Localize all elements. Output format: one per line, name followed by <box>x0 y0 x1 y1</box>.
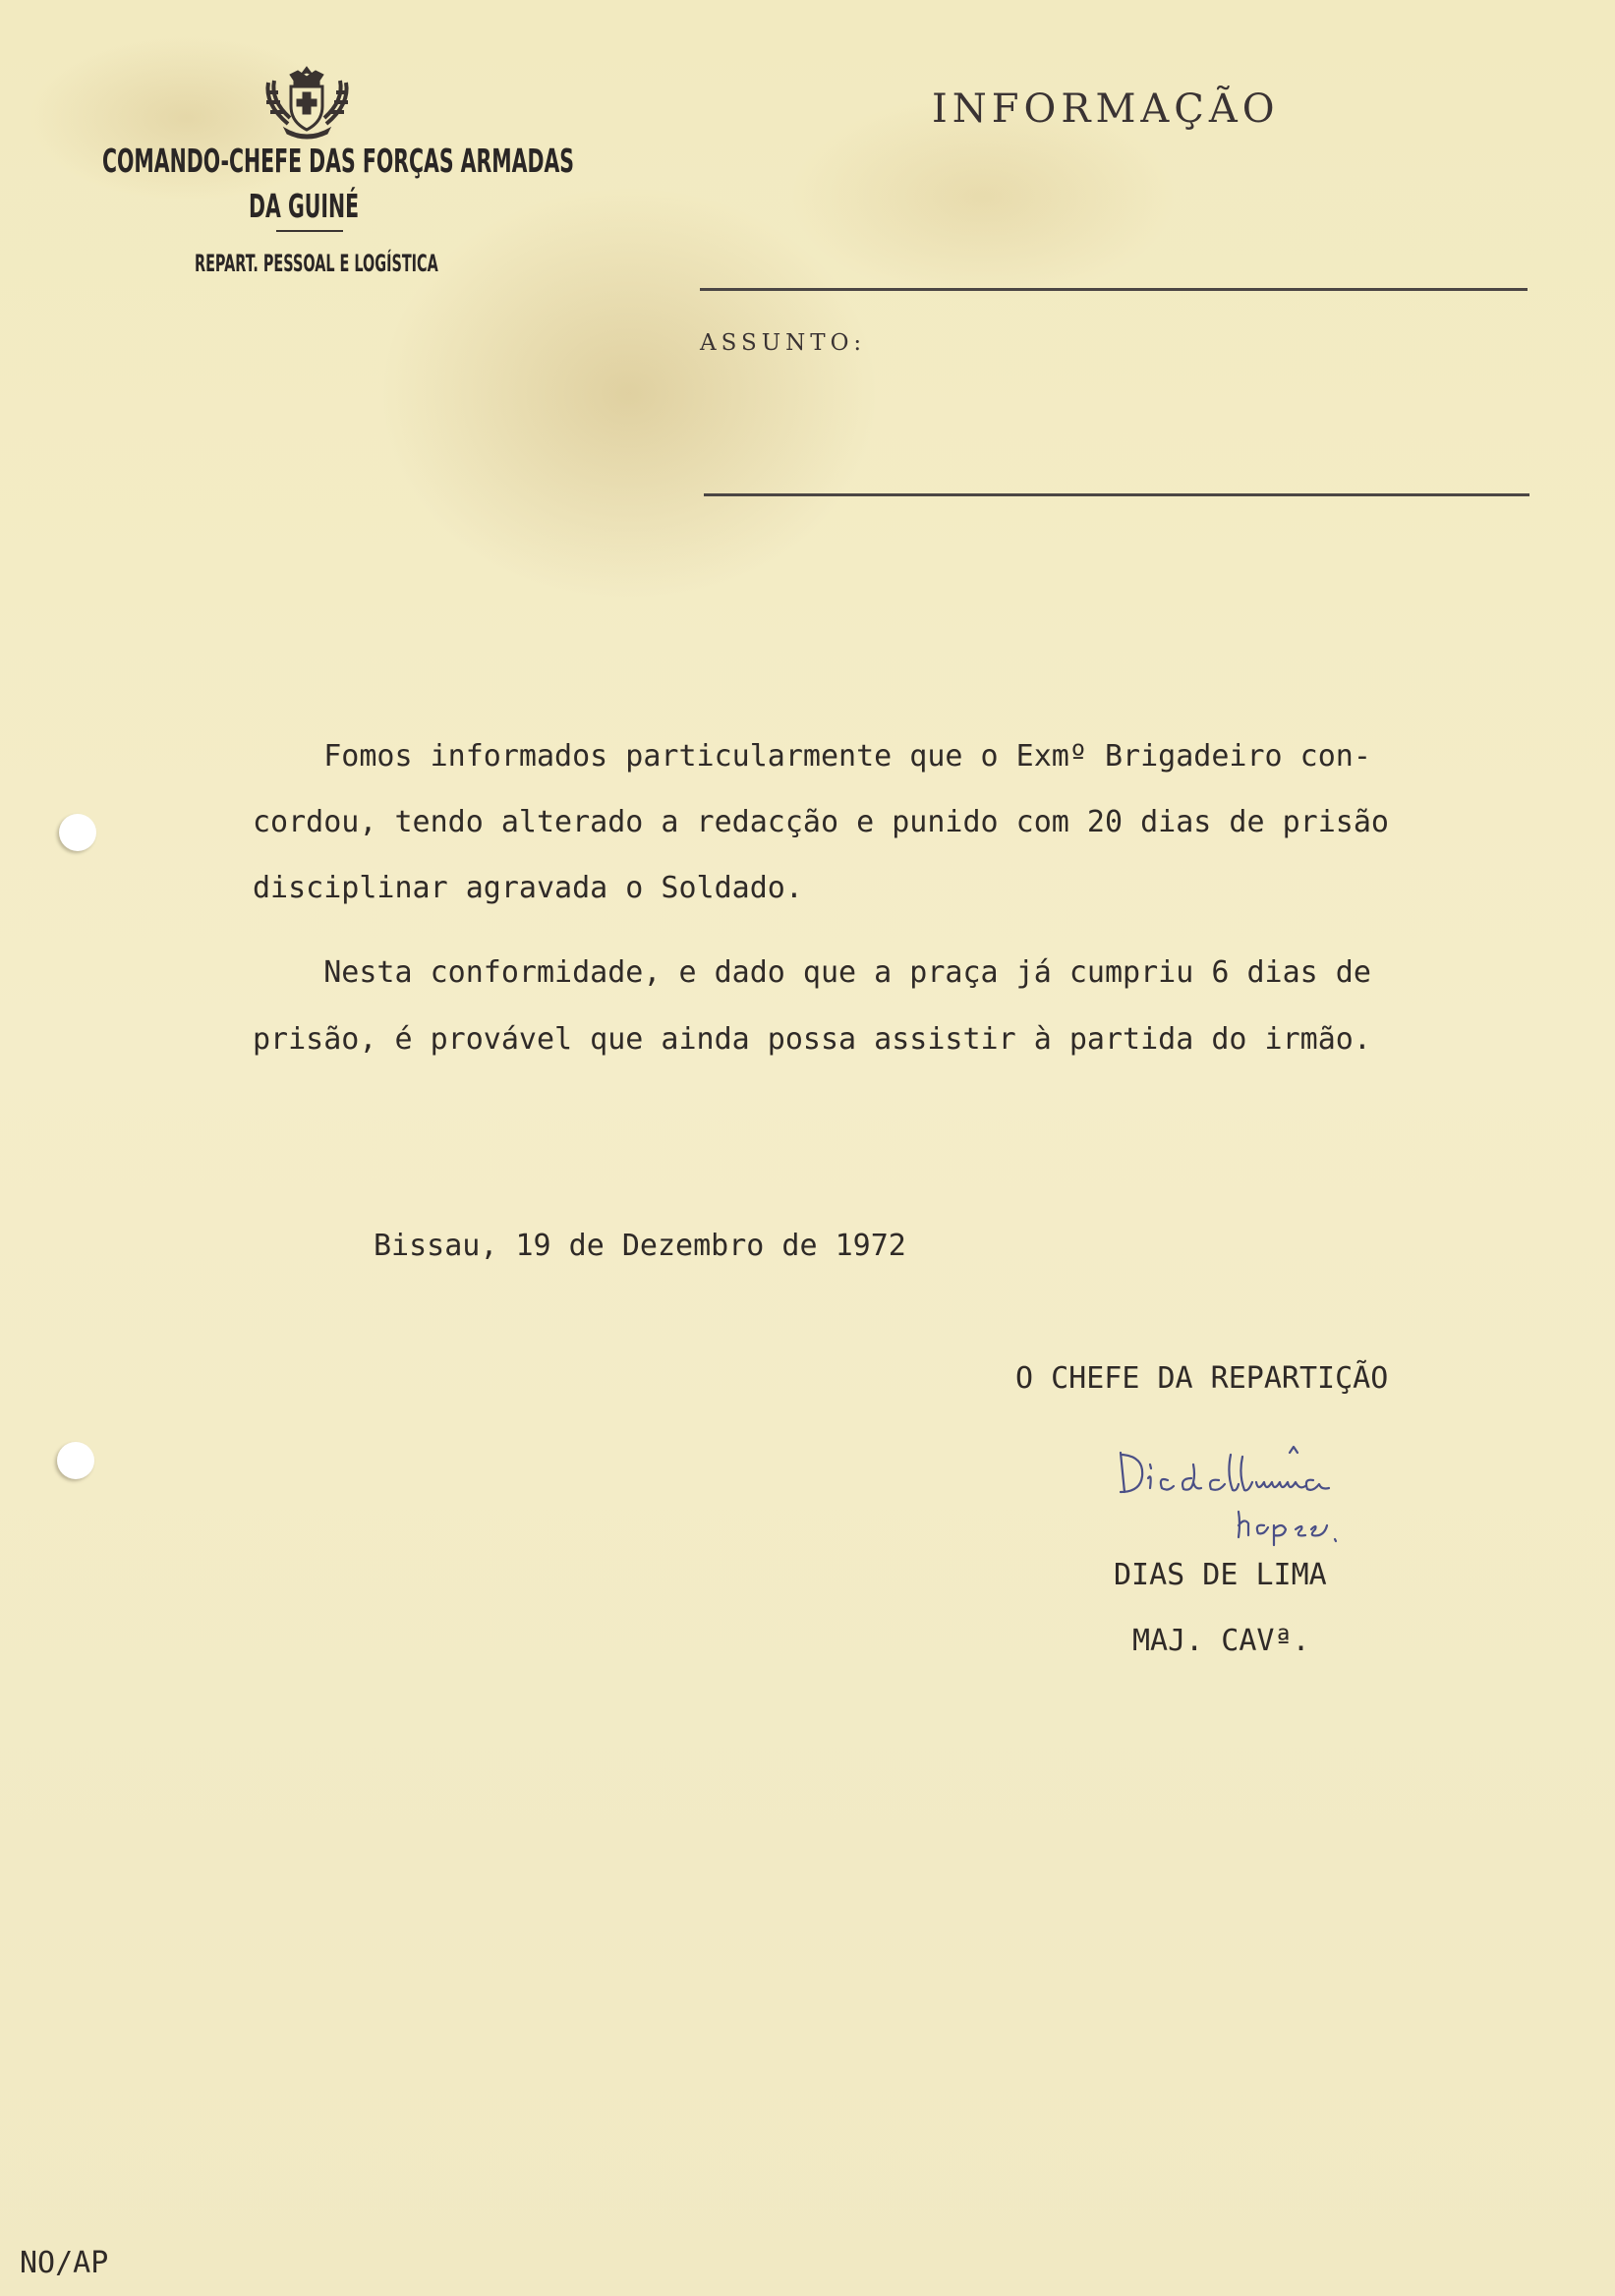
subject-label: ASSUNTO: <box>700 330 867 356</box>
punch-hole-bottom <box>57 1442 94 1479</box>
signatory-role: O CHEFE DA REPARTIÇÃO <box>1015 1361 1389 1396</box>
letterhead-territory: DA GUINÉ <box>249 187 360 225</box>
signatory-name: DIAS DE LIMA <box>1114 1558 1327 1592</box>
dateline: Bissau, 19 de Dezembro de 1972 <box>374 1229 906 1263</box>
body-line: Nesta conformidade, e dado que a praça já cumpriu 6 dias de <box>253 955 1371 990</box>
letterhead-divider <box>276 230 343 232</box>
document-body <box>253 739 1530 1057</box>
body-line: Fomos informados particularmente que o Exmº Brigadeiro con- <box>253 739 1371 774</box>
subject-top-rule <box>700 288 1528 291</box>
punch-hole-top <box>59 814 96 851</box>
signatory-rank: MAJ. CAVª. <box>1132 1624 1310 1658</box>
body-line: prisão, é provável que ainda possa assistir à partida do irmão. <box>253 1022 1371 1057</box>
document-title: INFORMAÇÃO <box>932 86 1280 132</box>
subject-bottom-rule <box>704 493 1529 496</box>
body-line: disciplinar agravada o Soldado. <box>253 871 803 905</box>
letterhead-department: REPART. PESSOAL E LOGÍSTICA <box>195 250 438 277</box>
coat-of-arms-icon <box>260 63 354 142</box>
body-line: cordou, tendo alterado a redacção e punido com 20 dias de prisão <box>253 805 1389 839</box>
reference-initials: NO/AP <box>20 2246 109 2280</box>
handwritten-signature <box>1111 1435 1465 1563</box>
letterhead-organization: COMANDO-CHEFE DAS FORÇAS ARMADAS <box>102 142 575 180</box>
